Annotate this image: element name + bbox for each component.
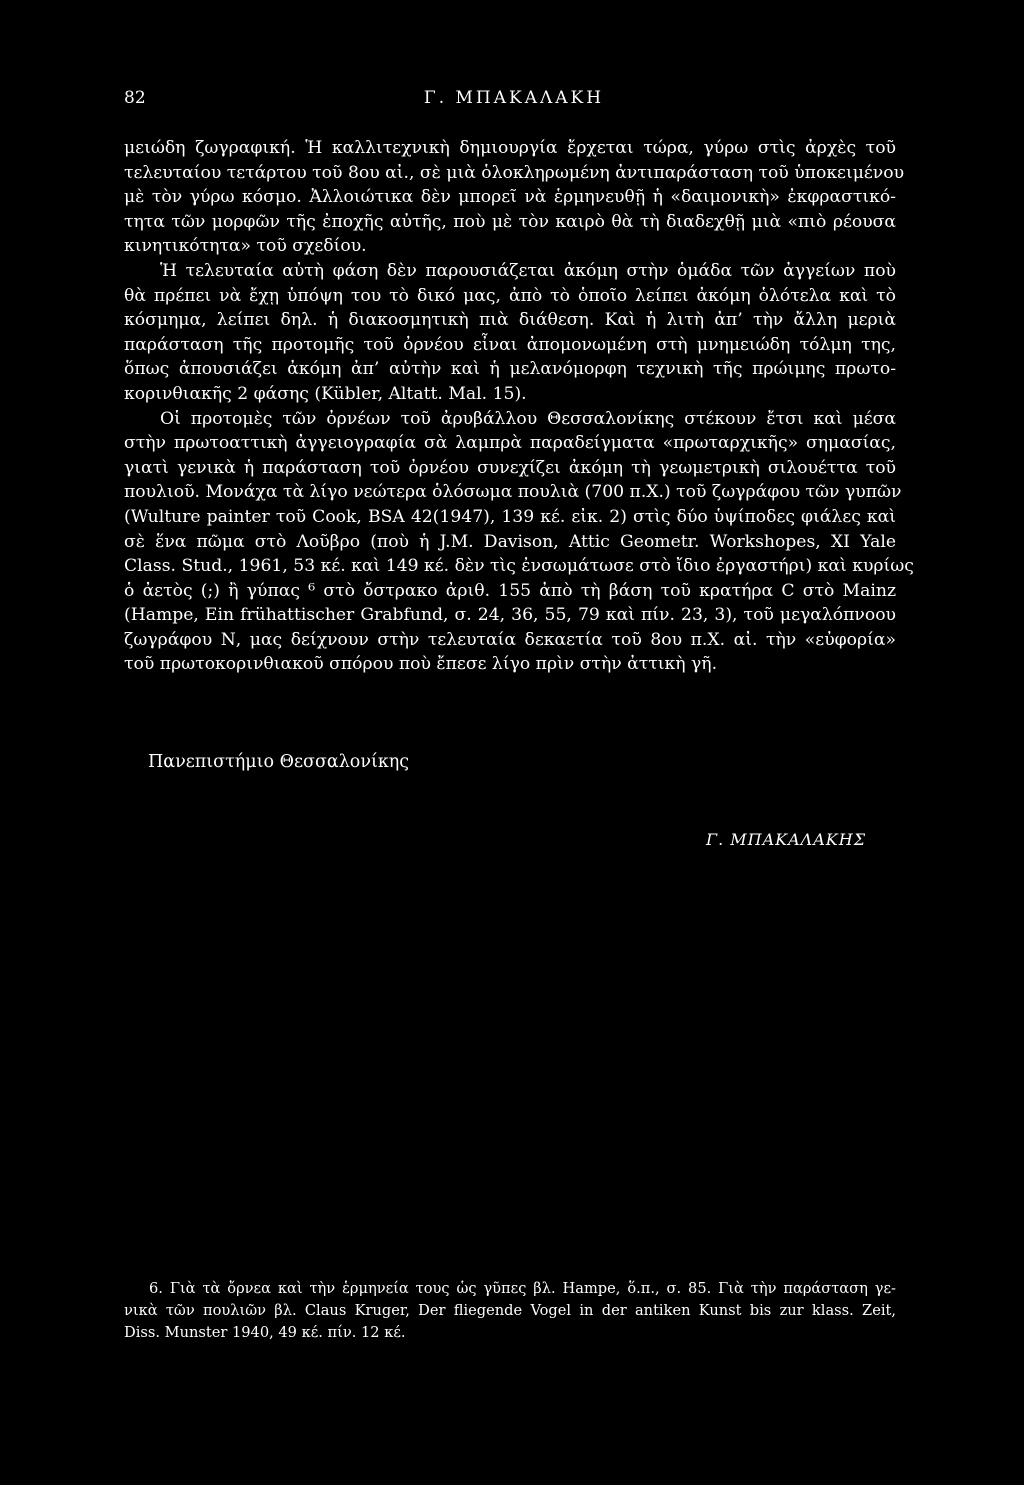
body-line: στὴν πρωτοαττικὴ ἀγγειογραφία σὰ λαμπρὰ παραδείγματα «πρωταρχικῆς» σημασίας,	[124, 433, 896, 454]
body-line: κορινθιακῆς 2 φάσης (Kübler, Altatt. Mal. 15).	[124, 383, 527, 404]
footnote-line: 6. Γιὰ τὰ ὄρνεα καὶ τὴν ἑρμηνεία τους ὡς γῦπες βλ. Hampe, ὅ.π., σ. 85. Γιὰ τὴν παράσταση γε-	[149, 1280, 896, 1297]
body-line: ὁ ἀετὸς (;) ἢ γύπας ⁶ στὸ ὄστρακο ἀριθ. 155 ἀπὸ τὴ βάση τοῦ κρατήρα C στὸ Mainz	[124, 580, 896, 601]
institution-name: Πανεπιστήμιο Θεσσαλονίκης	[148, 752, 410, 772]
body-line: Οἱ προτομὲς τῶν ὀρνέων τοῦ ἀρυβάλλου Θεσσαλονίκης στέκουν ἔτσι καὶ μέσα	[160, 408, 896, 429]
body-line: (Wulture painter τοῦ Cook, BSA 42(1947), 139 κέ. εἰκ. 2) στὶς δύο ὑψίποδες φιάλες καὶ	[124, 506, 896, 527]
footnote	[124, 1278, 896, 1344]
body-line: μὲ τὸν γύρω κόσμο. Ἀλλοιώτικα δὲν μπορεῖ νὰ ἑρμηνευθῇ ἡ «δαιμονικὴ» ἐκφραστικό-	[124, 187, 896, 208]
page-header	[124, 88, 904, 112]
footnote-line: νικὰ τῶν πουλιῶν βλ. Claus Kruger, Der fliegende Vogel in der antiken Kunst bis zur klass. Zeit,	[124, 1302, 896, 1319]
body-line: σὲ ἕνα πῶμα στὸ Λοῦβρο (ποὺ ἡ J.M. Davison, Attic Geometr. Workshopes, XI Yale	[124, 531, 896, 552]
body-line: ὅπως ἀπουσιάζει ἀκόμη ἀπ’ αὐτὴν καὶ ἡ μελανόμορφη τεχνικὴ τῆς πρώιμης πρωτο-	[124, 359, 896, 380]
body-line: μειώδη ζωγραφική. Ἡ καλλιτεχνικὴ δημιουργία ἔρχεται τώρα, γύρω στὶς ἀρχὲς τοῦ	[124, 138, 896, 158]
page-number: 82	[124, 88, 146, 108]
author-signature: Γ. ΜΠΑΚΑΛΑΚΗΣ	[706, 830, 866, 849]
body-line: Ἡ τελευταία αὐτὴ φάση δὲν παρουσιάζεται ἀκόμη στὴν ὁμάδα τῶν ἀγγείων ποὺ	[160, 260, 896, 281]
body-line: ζωγράφου Ν, μας δείχνουν στὴν τελευταία δεκαετία τοῦ 8ου π.Χ. αἰ. τὴν «εὐφορία»	[124, 629, 896, 650]
body-line: κινητικότητα» τοῦ σχεδίου.	[124, 236, 367, 257]
running-head: Γ. ΜΠΑΚΑΛΑΚΗ	[423, 88, 605, 108]
body-line: γιατὶ γενικὰ ἡ παράσταση τοῦ ὀρνέου συνεχίζει ἀκόμη τὴ γεωμετρικὴ σιλουέττα τοῦ	[124, 457, 896, 478]
body-text	[124, 136, 914, 677]
body-line: κόσμημα, λείπει δηλ. ἡ διακοσμητικὴ πιὰ διάθεση. Καὶ ἡ λιτὴ ἀπ’ τὴν ἄλλη μεριὰ	[124, 310, 896, 331]
body-line: θὰ πρέπει νὰ ἔχῃ ὑπόψη του τὸ δικό μας, ἀπὸ τὸ ὁποῖο λείπει ἀκόμη ὁλότελα καὶ τὸ	[124, 285, 896, 306]
body-line: (Hampe, Ein frühattischer Grabfund, σ. 24, 36, 55, 79 καὶ πίν. 23, 3), τοῦ μεγαλόπνοου	[124, 605, 896, 626]
body-line: Class. Stud., 1961, 53 κέ. καὶ 149 κέ. δὲν τὶς ἐνσωμάτωσε στὸ ἴδιο ἐργαστήρι) καὶ κυρίως	[124, 556, 914, 577]
footnote-line: Diss. Munster 1940, 49 κέ. πίν. 12 κέ.	[124, 1324, 406, 1341]
body-line: πουλιοῦ. Μονάχα τὰ λίγο νεώτερα ὁλόσωμα πουλιὰ (700 π.Χ.) τοῦ ζωγράφου τῶν γυπῶν	[124, 482, 902, 503]
body-line: τοῦ πρωτοκορινθιακοῦ σπόρου ποὺ ἔπεσε λίγο πρὶν στὴν ἀττικὴ γῆ.	[124, 654, 718, 675]
body-line: τητα τῶν μορφῶν τῆς ἐποχῆς αὐτῆς, ποὺ μὲ τὸν καιρὸ θὰ τὴ διαδεχθῇ μιὰ «πιὸ ρέουσα	[124, 211, 896, 232]
body-line: παράσταση τῆς προτομῆς τοῦ ὀρνέου εἶναι ἀπομονωμένη στὴ μνημειώδη τόλμη της,	[124, 334, 896, 355]
body-line: τελευταίου τετάρτου τοῦ 8ου αἰ., σὲ μιὰ ὁλοκληρωμένη ἀντιπαράσταση τοῦ ὑποκειμένου	[124, 162, 905, 183]
